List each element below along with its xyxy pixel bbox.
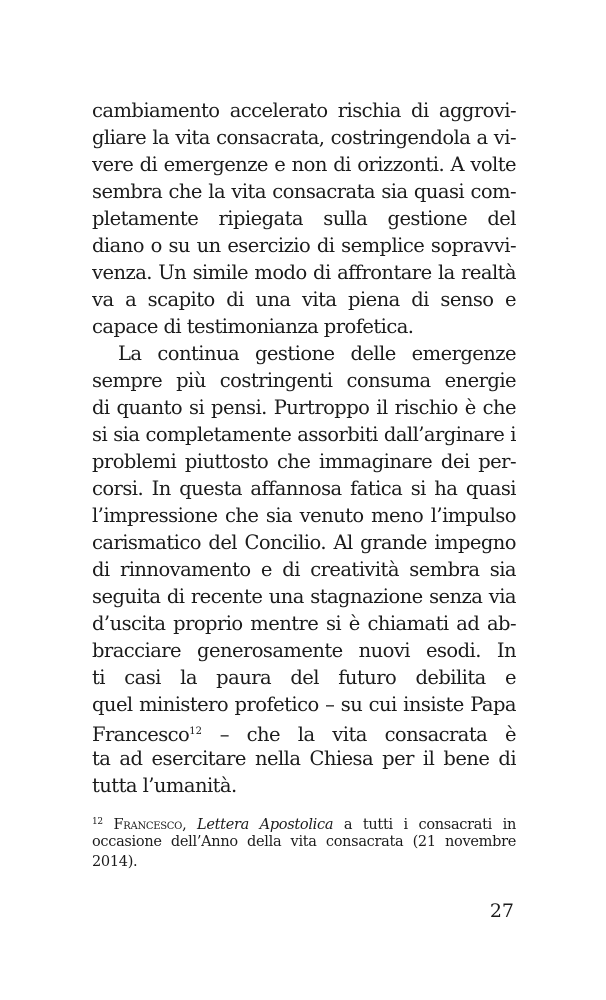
text-line: ti casi la paura del futuro debilita e bbox=[92, 666, 516, 689]
text-line: cambiamento accelerato rischia di aggrovi- bbox=[92, 99, 516, 122]
text-line: sempre più costringenti consuma energie bbox=[92, 369, 516, 392]
footnote-text: a tutti i consacrati in bbox=[333, 817, 516, 832]
text-line: si sia completamente assorbiti dall’arginare i bbox=[92, 423, 516, 446]
footnote-title: Lettera Apostolica bbox=[197, 817, 334, 832]
text-line: sembra che la vita consacrata sia quasi com- bbox=[92, 180, 516, 203]
text-line: vere di emergenze e non di orizzonti. A volte bbox=[92, 153, 516, 176]
text-line: di rinnovamento e di creatività sembra sia bbox=[92, 558, 516, 581]
text-line: ta ad esercitare nella Chiesa per il bene di bbox=[92, 747, 516, 770]
text-line: pletamente ripiegata sulla gestione del bbox=[92, 207, 516, 230]
footnote-ref-after: – che la vita consacrata è bbox=[219, 723, 516, 745]
footnote-author: Francesco bbox=[113, 817, 183, 832]
footnote-line: $^{12}$ Francesco, Lettera Apostolica a tutti i consacrati in bbox=[92, 817, 516, 832]
text-line: va a scapito di una vita piena di senso e bbox=[92, 288, 516, 311]
text-line: l’impressione che sia venuto meno l’impulso bbox=[92, 504, 516, 527]
text-line: capace di testimonianza profetica. bbox=[92, 315, 414, 338]
footnote-line: occasione dell’Anno della vita consacrata (21 novembre bbox=[92, 834, 516, 850]
text-line: diano o su un esercizio di semplice sopravvi- bbox=[92, 234, 516, 257]
text-line-with-footnote-reference bbox=[92, 718, 516, 745]
text-line: problemi piuttosto che immaginare dei per- bbox=[92, 450, 516, 473]
page-number: 27 bbox=[489, 900, 514, 922]
footnote-line: 2014). bbox=[92, 854, 138, 870]
text-line: di quanto si pensi. Purtroppo il rischio è che bbox=[92, 396, 516, 419]
body-paragraph-1 bbox=[92, 97, 516, 340]
text-line: quel ministero profetico – su cui insiste Papa bbox=[92, 693, 516, 716]
text-line: tutta l’umanità. bbox=[92, 774, 237, 797]
text-line: seguita di recente una stagnazione senza via bbox=[92, 585, 516, 608]
footnote-marker: 12 bbox=[92, 817, 103, 827]
text-line: venza. Un simile modo di affrontare la realtà bbox=[92, 261, 516, 284]
footnote-ref-before: Francesco bbox=[92, 723, 190, 745]
footnote bbox=[92, 812, 516, 872]
text-line: gliare la vita consacrata, costringendola a vi- bbox=[92, 126, 516, 149]
text-line: d’uscita proprio mentre si è chiamati ad ab- bbox=[92, 612, 516, 635]
text-line: La continua gestione delle emergenze bbox=[118, 342, 516, 365]
body-paragraph-2 bbox=[92, 340, 516, 799]
text-line: corsi. In questa affannosa fatica si ha quasi bbox=[92, 477, 516, 500]
text-line: bracciare generosamente nuovi esodi. In bbox=[92, 639, 516, 662]
footnote-reference-marker[interactable]: 12 bbox=[189, 726, 202, 737]
text-line: carismatico del Concilio. Al grande impegno bbox=[92, 531, 516, 554]
